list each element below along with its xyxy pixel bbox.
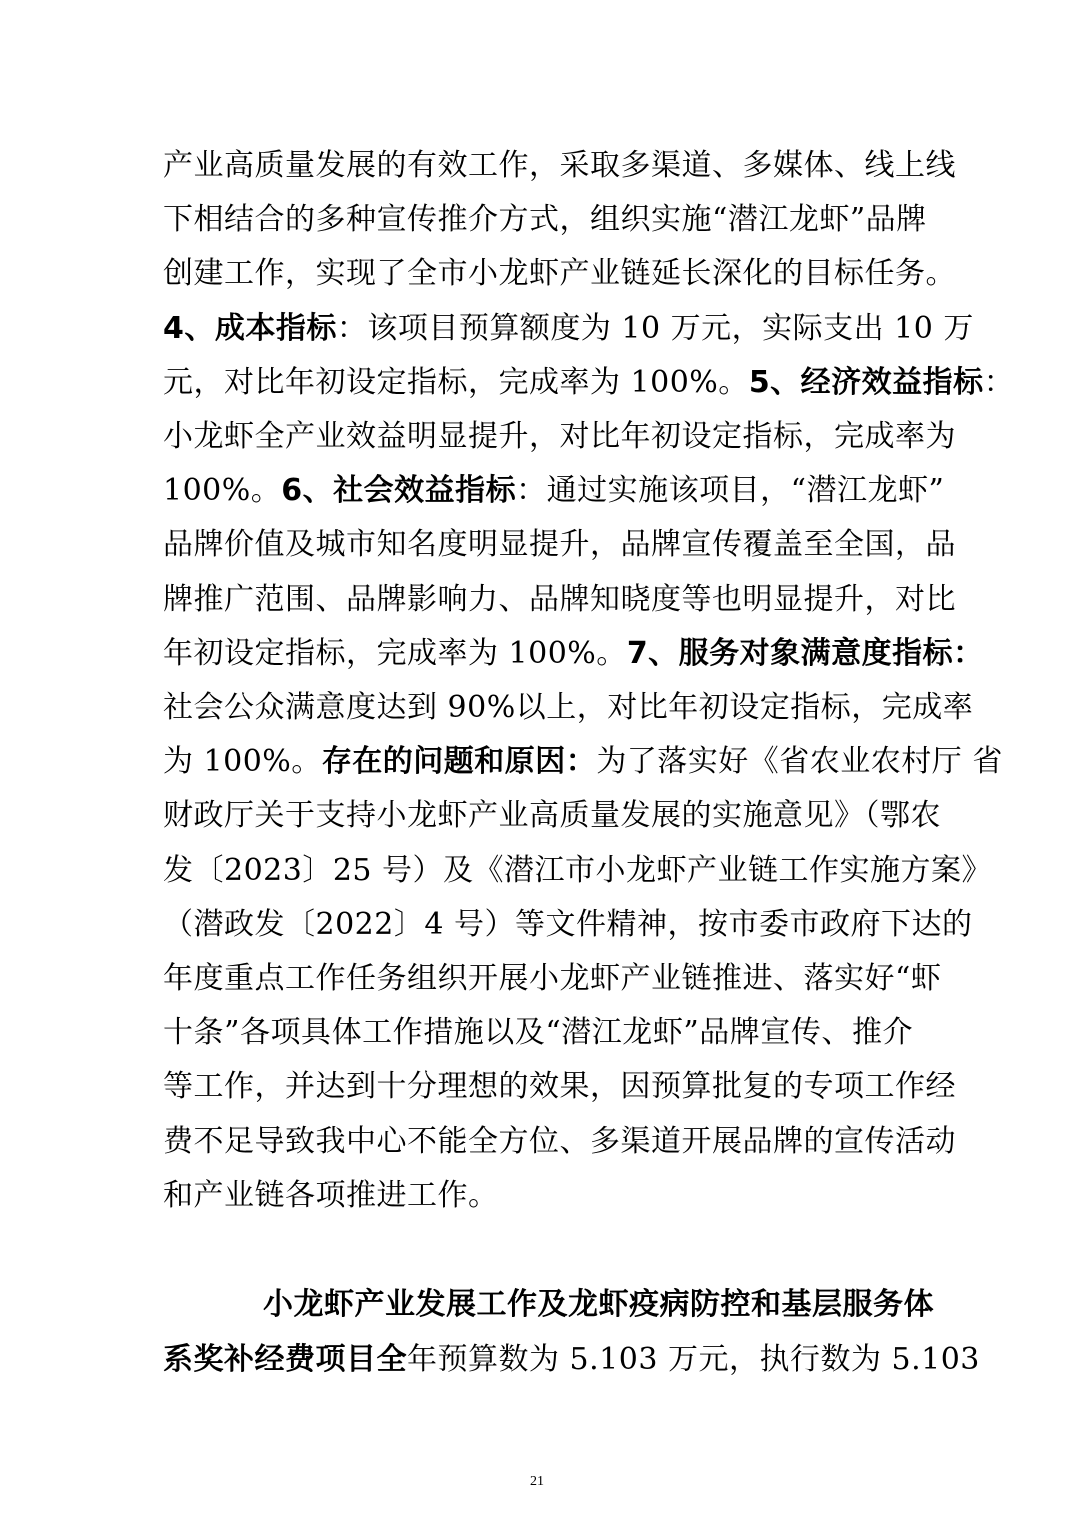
text-line xyxy=(163,147,956,185)
body-text-segment: 十条”各项具体工作措施以及“潜江龙虾”品牌宣传、推介 xyxy=(163,1015,913,1051)
body-text-segment: 下相结合的多种宣传推介方式，组织实施“潜江龙虾”品牌 xyxy=(163,202,927,238)
text-line xyxy=(163,418,956,456)
text-line xyxy=(163,472,945,510)
body-text-segment: 发〔2023〕25 号）及《潜江市小龙虾产业链工作实施方案》 xyxy=(163,852,993,888)
body-text-segment: 财政厅关于支持小龙虾产业高质量发展的实施意见》（鄂农 xyxy=(163,798,941,834)
page-number: 21 xyxy=(530,1474,544,1489)
bold-heading-text: 7、服务对象满意度指标： xyxy=(626,635,984,671)
body-text-segment: 年初设定指标，完成率为 100%。 xyxy=(163,635,627,671)
body-text-segment: 费不足导致我中心不能全方位、多渠道开展品牌的宣传活动 xyxy=(163,1123,956,1159)
text-line xyxy=(163,797,941,835)
body-text-segment: ：通过实施该项目，“潜江龙虾” xyxy=(516,473,945,509)
text-line xyxy=(163,960,942,998)
body-text-segment: 年度重点工作任务组织开展小龙虾产业链推进、落实好“虾 xyxy=(163,961,942,996)
text-line xyxy=(163,635,984,673)
body-text-segment: 创建工作，实现了全市小龙虾产业链延长深化的目标任务。 xyxy=(163,256,956,292)
text-line xyxy=(163,581,956,619)
body-text-segment: 牌推广范围、品牌影响力、品牌知晓度等也明显提升，对比 xyxy=(163,581,956,617)
text-line xyxy=(163,1286,934,1324)
body-text-segment: 和产业链各项推进工作。 xyxy=(163,1177,499,1213)
text-line xyxy=(163,1068,956,1106)
text-line xyxy=(163,689,974,727)
text-line xyxy=(163,1014,913,1052)
text-line xyxy=(163,201,927,239)
text-line xyxy=(163,1123,956,1161)
bold-heading-text: 5、经济效益指标 xyxy=(748,364,984,400)
text-line xyxy=(163,526,956,564)
text-line xyxy=(163,743,1003,781)
body-text-segment: 为 100%。 xyxy=(163,744,322,780)
text-line xyxy=(163,852,993,890)
bold-heading-text: 存在的问题和原因： xyxy=(321,744,597,780)
body-text-segment: 等工作，并达到十分理想的效果，因预算批复的专项工作经 xyxy=(163,1069,956,1105)
body-text-segment: 100%。 xyxy=(163,473,282,509)
text-line xyxy=(163,310,974,348)
text-line xyxy=(163,1177,913,1215)
text-line xyxy=(163,906,973,944)
bold-heading-text: 系奖补经费项目全 xyxy=(163,1342,407,1377)
text-line xyxy=(163,255,956,293)
body-text-segment: 小龙虾全产业效益明显提升，对比年初设定指标，完成率为 xyxy=(163,419,956,454)
body-text-segment: 年预算数为 5.103 万元，执行数为 5.103 xyxy=(407,1342,980,1377)
text-line xyxy=(163,1341,980,1379)
body-text-segment: ： xyxy=(983,364,1015,400)
body-text-segment: 为了落实好《省农业农村厅 省 xyxy=(596,744,1003,780)
body-text-segment: 品牌价值及城市知名度明显提升，品牌宣传覆盖至全国，品 xyxy=(163,527,956,563)
body-text-segment: 元，对比年初设定指标，完成率为 100%。 xyxy=(163,364,749,400)
body-text-segment: 社会公众满意度达到 90%以上，对比年初设定指标，完成率 xyxy=(163,690,974,725)
bold-heading-text: 6、社会效益指标 xyxy=(281,473,517,509)
body-text-segment: ：该项目预算额度为 10 万元，实际支出 10 万 xyxy=(336,310,974,346)
body-text-segment: （潜政发〔2022〕4 号）等文件精神，按市委市政府下达的 xyxy=(163,906,973,942)
body-text-segment: 产业高质量发展的有效工作，采取多渠道、多媒体、线上线 xyxy=(163,148,956,183)
bold-heading-text: 4、成本指标 xyxy=(163,310,337,346)
text-line xyxy=(163,364,1015,402)
bold-heading-text: 小龙虾产业发展工作及龙虾疫病防控和基层服务体 xyxy=(263,1287,934,1322)
